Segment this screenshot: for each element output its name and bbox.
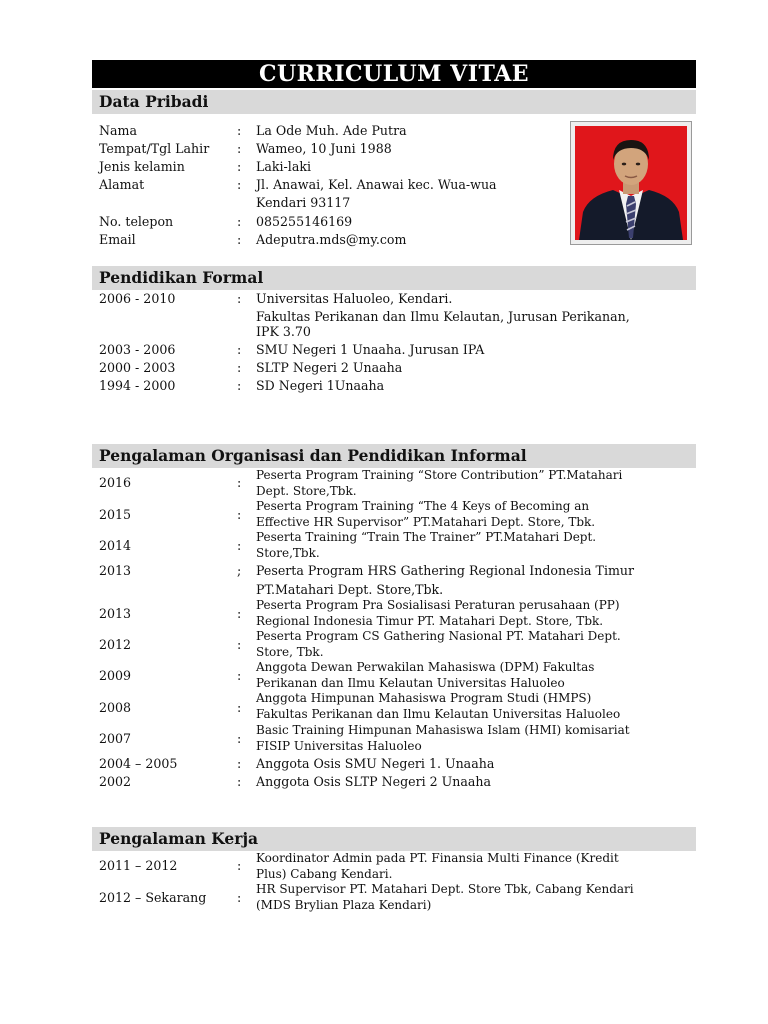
work-line: Plus) Cabang Kendari. bbox=[256, 867, 393, 881]
organization-line: Store, Tbk. bbox=[256, 645, 324, 659]
label-nama: Nama bbox=[99, 123, 137, 138]
semicolon: ; bbox=[237, 563, 242, 578]
organization-year: 2008 bbox=[99, 700, 132, 715]
value-ttl: Wameo, 10 Juni 1988 bbox=[256, 141, 392, 156]
colon: : bbox=[237, 378, 242, 393]
work-line: Koordinator Admin pada PT. Finansia Multi Finance (Kredit bbox=[256, 851, 619, 865]
organization-line: Basic Training Himpunan Mahasiswa Islam (HMI) komisariat bbox=[256, 723, 630, 737]
education-period: 2003 - 2006 bbox=[99, 342, 176, 357]
work-period: 2012 – Sekarang bbox=[99, 890, 207, 905]
organization-line: Peserta Program Training “The 4 Keys of Becoming an bbox=[256, 499, 590, 513]
organization-line: Peserta Program HRS Gathering Regional Indonesia Timur bbox=[256, 563, 635, 578]
colon: : bbox=[237, 668, 242, 683]
colon: : bbox=[237, 141, 242, 156]
organization-line: Anggota Himpunan Mahasiswa Program Studi (HMPS) bbox=[256, 691, 592, 705]
organization-year: 2012 bbox=[99, 637, 132, 652]
section-pendidikan-formal: Pendidikan Formal bbox=[92, 266, 696, 290]
organization-line: FISIP Universitas Haluoleo bbox=[256, 739, 422, 753]
organization-year: 2015 bbox=[99, 507, 132, 522]
label-email: Email bbox=[99, 232, 136, 247]
colon: : bbox=[237, 890, 242, 905]
education-line: Fakultas Perikanan dan Ilmu Kelautan, Jurusan Perikanan, bbox=[256, 309, 630, 324]
organization-year: 2014 bbox=[99, 538, 132, 553]
value-email: Adeputra.mds@my.com bbox=[256, 232, 407, 247]
colon: : bbox=[237, 177, 242, 192]
colon: : bbox=[237, 475, 242, 490]
profile-photo bbox=[570, 121, 692, 245]
education-period: 2006 - 2010 bbox=[99, 291, 176, 306]
organization-line: Anggota Dewan Perwakilan Mahasiswa (DPM) Fakultas bbox=[256, 660, 595, 674]
colon: : bbox=[237, 606, 242, 621]
section-pengalaman-kerja: Pengalaman Kerja bbox=[92, 827, 696, 851]
organization-line: Perikanan dan Ilmu Kelautan Universitas Haluoleo bbox=[256, 676, 565, 690]
colon: : bbox=[237, 756, 242, 771]
value-telepon: 085255146169 bbox=[256, 214, 353, 229]
organization-year: 2013 bbox=[99, 563, 132, 578]
colon: : bbox=[237, 214, 242, 229]
colon: : bbox=[237, 159, 242, 174]
colon: : bbox=[237, 342, 242, 357]
portrait-image bbox=[575, 126, 687, 240]
education-period: 2000 - 2003 bbox=[99, 360, 176, 375]
section-data-pribadi: Data Pribadi bbox=[92, 90, 696, 114]
cv-title: CURRICULUM VITAE bbox=[92, 60, 696, 88]
value-nama: La Ode Muh. Ade Putra bbox=[256, 123, 407, 138]
colon: : bbox=[237, 507, 242, 522]
colon: : bbox=[237, 291, 242, 306]
organization-line: Peserta Program Training “Store Contribution” PT.Matahari bbox=[256, 468, 623, 482]
education-line: SD Negeri 1Unaaha bbox=[256, 378, 385, 393]
work-line: (MDS Brylian Plaza Kendari) bbox=[256, 898, 432, 912]
organization-year: 2013 bbox=[99, 606, 132, 621]
organization-line: Fakultas Perikanan dan Ilmu Kelautan Universitas Haluoleo bbox=[256, 707, 621, 721]
education-line: SMU Negeri 1 Unaaha. Jurusan IPA bbox=[256, 342, 485, 357]
education-line: IPK 3.70 bbox=[256, 324, 311, 339]
colon: : bbox=[237, 731, 242, 746]
organization-line: Anggota Osis SLTP Negeri 2 Unaaha bbox=[256, 774, 492, 789]
section-pengalaman-organisasi: Pengalaman Organisasi dan Pendidikan Informal bbox=[92, 444, 696, 468]
colon: : bbox=[237, 123, 242, 138]
education-line: Universitas Haluoleo, Kendari. bbox=[256, 291, 453, 306]
colon: : bbox=[237, 774, 242, 789]
organization-year: 2016 bbox=[99, 475, 132, 490]
organization-line: Regional Indonesia Timur PT. Matahari Dept. Store, Tbk. bbox=[256, 614, 604, 628]
education-line: SLTP Negeri 2 Unaaha bbox=[256, 360, 403, 375]
organization-line: Peserta Program CS Gathering Nasional PT. Matahari Dept. bbox=[256, 629, 621, 643]
colon: : bbox=[237, 858, 242, 873]
label-alamat: Alamat bbox=[99, 177, 145, 192]
colon: : bbox=[237, 700, 242, 715]
value-alamat: Jl. Anawai, Kel. Anawai kec. Wua-wua bbox=[256, 177, 497, 192]
colon: : bbox=[237, 538, 242, 553]
colon: : bbox=[237, 637, 242, 652]
organization-year: 2002 bbox=[99, 774, 132, 789]
organization-year: 2009 bbox=[99, 668, 132, 683]
work-line: HR Supervisor PT. Matahari Dept. Store Tbk, Cabang Kendari bbox=[256, 882, 634, 896]
education-period: 1994 - 2000 bbox=[99, 378, 176, 393]
organization-line: Effective HR Supervisor” PT.Matahari Dept. Store, Tbk. bbox=[256, 515, 596, 529]
organization-year: 2004 – 2005 bbox=[99, 756, 178, 771]
organization-line: Anggota Osis SMU Negeri 1. Unaaha bbox=[256, 756, 495, 771]
value-jenis-kelamin: Laki-laki bbox=[256, 159, 311, 174]
colon: : bbox=[237, 232, 242, 247]
organization-line: Dept. Store,Tbk. bbox=[256, 484, 357, 498]
value-alamat-line2: Kendari 93117 bbox=[256, 195, 351, 210]
label-jenis-kelamin: Jenis kelamin bbox=[99, 159, 185, 174]
organization-line: PT.Matahari Dept. Store,Tbk. bbox=[256, 582, 444, 597]
work-period: 2011 – 2012 bbox=[99, 858, 178, 873]
label-ttl: Tempat/Tgl Lahir bbox=[99, 141, 210, 156]
organization-line: Peserta Program Pra Sosialisasi Peraturan perusahaan (PP) bbox=[256, 598, 620, 612]
organization-line: Peserta Training “Train The Trainer” PT.Matahari Dept. bbox=[256, 530, 597, 544]
organization-line: Store,Tbk. bbox=[256, 546, 320, 560]
organization-year: 2007 bbox=[99, 731, 132, 746]
label-telepon: No. telepon bbox=[99, 214, 174, 229]
colon: : bbox=[237, 360, 242, 375]
